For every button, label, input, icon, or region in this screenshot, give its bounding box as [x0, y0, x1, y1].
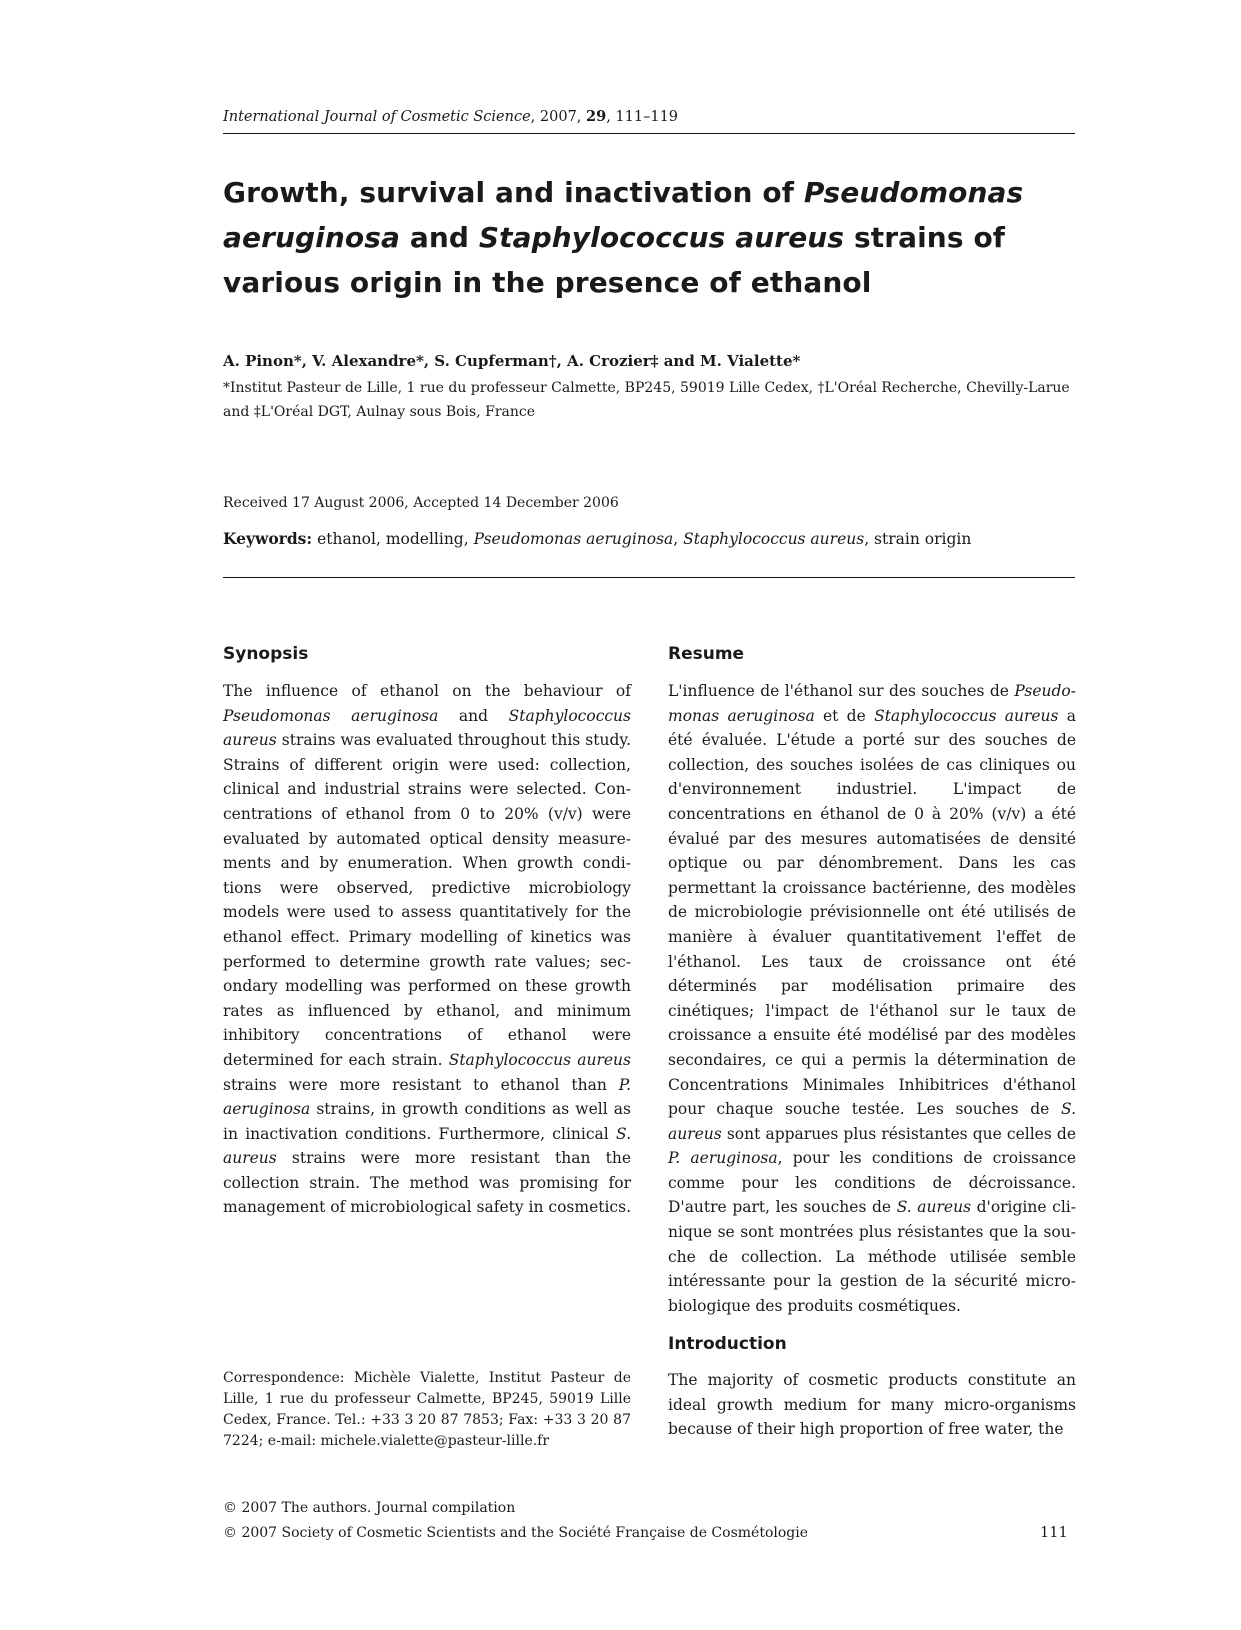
keywords — [223, 529, 971, 548]
affiliation-line-2: and ‡L'Oréal DGT, Aulnay sous Bois, France — [223, 404, 536, 420]
resume-species: Staphylococcus aureus — [874, 706, 1059, 725]
resume-text: a été évaluée. L'étude a porté sur des souches de collection, des souches isolées de cas cliniques ou d'environnement industriel. L'impact de concentrations en éthanol de 0 à 20% (v/v) a été évalué par des mesures automatisées de densité optique ou par dénombrement. Dans les cas permettant la croissance bactérienne, des modèles de microbiologie prévisionnelle ont été utilisés de manière à évaluer quantitativement l'effet de l'éthanol. Les taux de croissance ont été déterminés par modélisation primaire des cinétiques; l'impact de l'éthanol sur le taux de croissance a ensuite été modélisé par des modèles secondaires, ce qui a permis la détermination de Concentrations Minimales Inhibitrices d'éthanol pour chaque souche testée. Les souches de — [668, 706, 1076, 1119]
resume-text: et de — [814, 706, 875, 725]
resume-species: Pseudomonas aeruginosa — [668, 682, 1076, 725]
synopsis-text: The influence of ethanol on the behaviour of — [223, 682, 631, 700]
title-line-3: various origin in the presence of ethanol — [223, 266, 872, 299]
header-rule — [223, 133, 1075, 134]
received-dates: Received 17 August 2006, Accepted 14 December 2006 — [223, 495, 619, 511]
synopsis-text: strains was evaluated throughout this study. Strains of different origin were used: collection, clinical and industrial strains were selected. Concentrations of ethanol from 0 to 20% (v/v) were evaluated by automated optical density measurements and by enumeration. When growth conditions were observed, predictive microbiology models were used to assess quantitatively for the ethanol effect. Primary modelling of kinetics was performed to determine growth rate values; secondary modelling was performed on these growth rates as influenced by ethanol, and minimum inhibitory concentrations of ethanol were determined for each strain. — [223, 731, 631, 1069]
keywords-rule — [223, 577, 1075, 578]
keyword-pseudomonas: Pseudomonas aeruginosa — [473, 530, 674, 548]
keyword-staph: Staphylococcus aureus — [683, 530, 865, 548]
synopsis-species: S. aureus — [223, 1124, 631, 1168]
keywords-label: Keywords: — [223, 529, 313, 548]
title-text: strains of — [844, 221, 1006, 254]
correspondence: Correspondence: Michèle Vialette, Institut Pasteur de Lille, 1 rue du professeur Calmette, BP245, 59019 Lille Cedex, France. Tel.: +33 3 20 87 7853; Fax: +33 3 20 87 7224; e-mail: michele.vialette@pasteur-lille.fr — [223, 1370, 631, 1449]
keyword-text: ethanol, modelling, — [312, 530, 474, 548]
journal-name: International Journal of Cosmetic Science — [223, 109, 531, 125]
title-species-staph: Staphylococcus aureus — [478, 221, 845, 254]
article-title — [223, 170, 1075, 305]
synopsis-text: and — [438, 706, 509, 725]
affiliation-line-1: *Institut Pasteur de Lille, 1 rue du professeur Calmette, BP245, 59019 Lille Cedex, †L'Oréal Recherche, Chevilly-Larue — [223, 380, 1070, 396]
resume-body — [668, 679, 1076, 1318]
author-list: A. Pinon*, V. Alexandre*, S. Cupferman†, A. Crozier‡ and M. Vialette* — [223, 352, 801, 370]
page-number: 111 — [1040, 1525, 1068, 1541]
synopsis-text: strains were more resistant to ethanol than — [223, 1075, 619, 1094]
resume-heading: Resume — [668, 644, 745, 664]
synopsis-species: Staphylococcus aureus — [223, 706, 631, 750]
resume-species: P. aeruginosa — [668, 1149, 778, 1168]
resume-text: , pour les conditions de croissance comme pour les conditions de décroissance. D'autre part, les souches de — [668, 1149, 1076, 1217]
title-text: Growth, survival and inactivation of — [223, 176, 804, 209]
journal-volume: 29 — [586, 108, 607, 125]
affiliations — [223, 376, 1075, 424]
synopsis-text: strains were more resistant than the collection strain. The method was promising for management of microbiological safety in cosmetics. — [223, 1149, 631, 1217]
synopsis-body — [223, 679, 631, 1220]
keyword-sep: , — [673, 530, 684, 548]
journal-citation — [223, 108, 678, 125]
synopsis-heading: Synopsis — [223, 644, 309, 664]
introduction-heading: Introduction — [668, 1334, 787, 1354]
journal-year: , 2007, — [530, 109, 587, 125]
title-species-aeruginosa: aeruginosa — [223, 221, 400, 254]
copyright-line-2: © 2007 Society of Cosmetic Scientists and the Société Française de Cosmétologie — [223, 1525, 808, 1541]
synopsis-species: Pseudomonas aeruginosa — [223, 706, 439, 725]
journal-pages: , 111–119 — [606, 109, 679, 125]
resume-text: sont apparues plus résistantes que celles de — [721, 1124, 1076, 1143]
introduction-body: The majority of cosmetic products constitute an ideal growth medium for many micro-organisms because of their high proportion of free water, the — [668, 1371, 1076, 1439]
resume-text: d'origine clinique se sont montrées plus résistantes que la souche de collection. La méthode utilisée semble intéressante pour la gestion de la sécurité microbiologique des produits cosmétiques. — [668, 1198, 1076, 1315]
synopsis-text: strains, in growth conditions as well as in inactivation conditions. Furthermore, clinical — [223, 1100, 631, 1143]
copyright-line-1: © 2007 The authors. Journal compilation — [223, 1500, 516, 1516]
resume-species: S. aureus — [668, 1100, 1076, 1143]
resume-text: L'influence de l'éthanol sur des souches de — [668, 682, 1015, 700]
synopsis-species: Staphylococcus aureus — [448, 1050, 631, 1069]
keyword-text: , strain origin — [864, 530, 972, 548]
title-genus-pseudomonas: Pseudomonas — [803, 176, 1024, 209]
title-text: and — [400, 221, 479, 254]
synopsis-species: P. aeruginosa — [223, 1075, 631, 1119]
resume-species: S. aureus — [896, 1198, 972, 1217]
